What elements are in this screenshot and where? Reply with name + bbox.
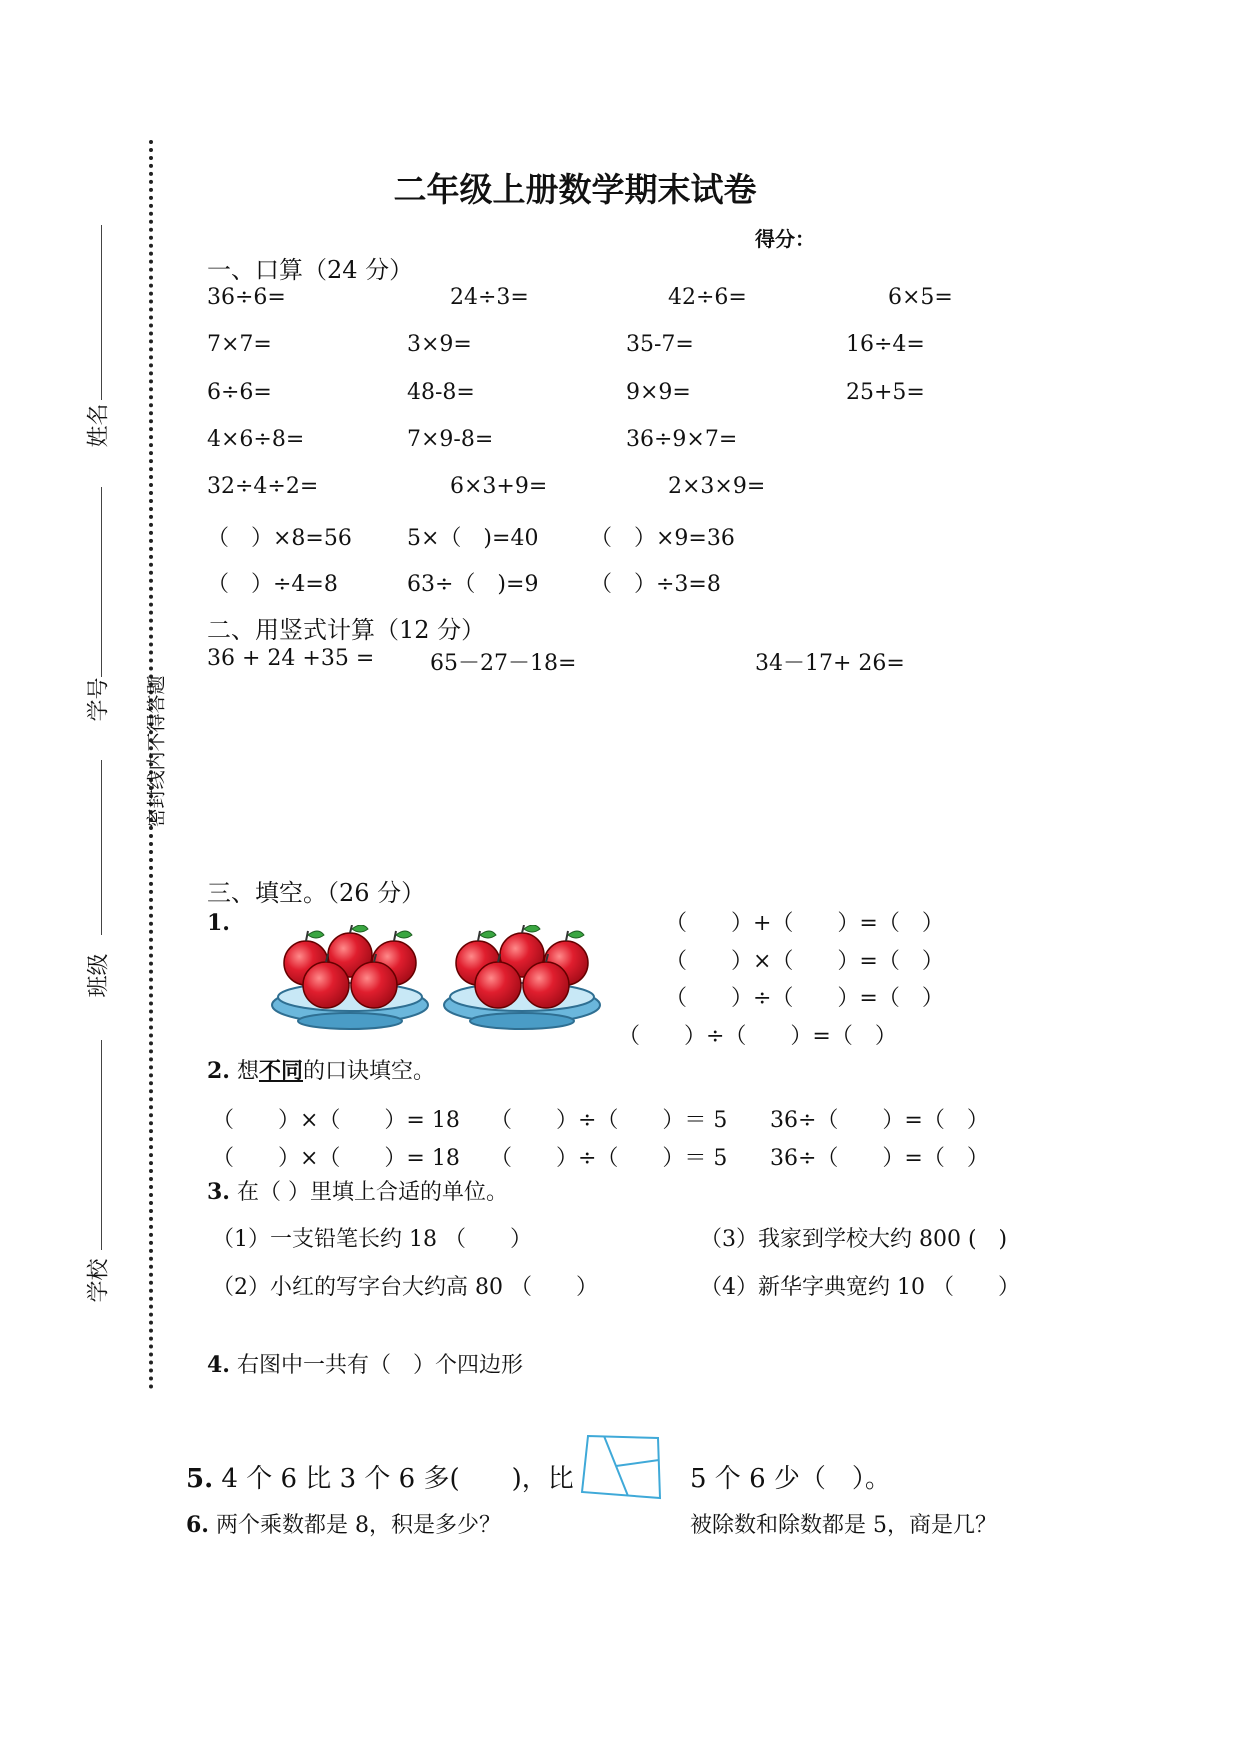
oral-item: 42÷6= bbox=[668, 285, 747, 310]
vertical-calc-item: 34－17+ 26= bbox=[755, 651, 905, 676]
section-3-heading: 三、填空。（26 分） bbox=[207, 879, 426, 907]
divider-line-2 bbox=[616, 1460, 659, 1466]
oral-item: 7×9-8= bbox=[407, 427, 494, 452]
vertical-calc-item: 65－27－18= bbox=[430, 651, 577, 676]
question-5-text-right: 5 个 6 少（ ）。 bbox=[690, 1464, 891, 1494]
division-blank: （ ）÷（ ）＝ 5 bbox=[490, 1108, 728, 1133]
unit-item-3: （3）我家到学校大约 800 ( ) bbox=[700, 1227, 1008, 1252]
vertical-calc-item: 36 + 24 +35 = bbox=[207, 646, 375, 671]
oral-item: 35-7= bbox=[626, 332, 694, 357]
division-36-blank: 36÷（ ）=（ ） bbox=[770, 1146, 989, 1171]
unit-item-4: （4）新华字典宽约 10 （ ） bbox=[700, 1275, 1020, 1300]
class-field-line bbox=[101, 760, 102, 935]
oral-item: 3×9= bbox=[407, 332, 472, 357]
question-1-number: 1. bbox=[207, 910, 230, 936]
oral-item: 25+5= bbox=[846, 380, 925, 405]
student-id-field-label: 学号 bbox=[86, 677, 112, 722]
oral-item: 5×（ )=40 bbox=[407, 526, 539, 551]
name-field-line bbox=[101, 225, 102, 400]
seal-line-notice: 密封线内不得答题 bbox=[145, 675, 168, 828]
unit-item-2: （2）小红的写字台大约高 80 （ ） bbox=[212, 1275, 598, 1300]
oral-item: 9×9= bbox=[626, 380, 691, 405]
question-2-number: 2. bbox=[207, 1058, 230, 1084]
oral-item: （ ）×8=56 bbox=[207, 526, 352, 551]
oral-item: （ ）×9=36 bbox=[590, 526, 735, 551]
multiplication-blank: （ ）×（ ）= 18 bbox=[212, 1146, 460, 1171]
division-36-blank: 36÷（ ）=（ ） bbox=[770, 1108, 989, 1133]
question-5-left bbox=[186, 1458, 574, 1495]
plate-left bbox=[272, 983, 428, 1029]
class-field-label: 班级 bbox=[86, 953, 112, 998]
multiplication-blank: （ ）×（ ）= 18 bbox=[212, 1108, 460, 1133]
oral-item: 2×3×9= bbox=[668, 474, 766, 499]
question-6-text-left: 两个乘数都是 8，积是多少？ bbox=[215, 1513, 501, 1538]
question-4 bbox=[207, 1348, 523, 1379]
oral-item: 6÷6= bbox=[207, 380, 272, 405]
school-field-label: 学校 bbox=[86, 1258, 112, 1303]
question-3-text: 在（ ）里填上合适的单位。 bbox=[236, 1180, 508, 1205]
plate-right bbox=[444, 983, 600, 1029]
division-blank: （ ）÷（ ）＝ 5 bbox=[490, 1146, 728, 1171]
question-4-number: 4. bbox=[207, 1352, 230, 1378]
school-field-line bbox=[101, 1040, 102, 1250]
question-5-text-left: 4 个 6 比 3 个 6 多( )，比 bbox=[221, 1464, 574, 1494]
apple-equation-multiply: （ ）×（ ）=（ ） bbox=[665, 949, 944, 974]
student-id-field-line bbox=[101, 487, 102, 677]
oral-item: 6×3+9= bbox=[450, 474, 548, 499]
question-3-number: 3. bbox=[207, 1179, 230, 1205]
apple-equation-divide: （ ）÷（ ）=（ ） bbox=[665, 986, 944, 1011]
unit-item-1: （1）一支铅笔长约 18 （ ） bbox=[212, 1227, 532, 1252]
question-5-number: 5. bbox=[186, 1464, 214, 1494]
question-2-emphasis: 不同 bbox=[258, 1058, 303, 1084]
oral-item: 7×7= bbox=[207, 332, 272, 357]
question-2-text-post: 的口诀填空。 bbox=[303, 1059, 436, 1084]
outer-quadrilateral bbox=[582, 1436, 660, 1498]
question-4-text: 右图中一共有（ ）个四边形 bbox=[236, 1353, 523, 1378]
quadrilateral-figure bbox=[580, 1432, 666, 1502]
question-2 bbox=[207, 1054, 435, 1085]
oral-item: 32÷4÷2= bbox=[207, 474, 319, 499]
page-title: 二年级上册数学期末试卷 bbox=[393, 170, 757, 209]
apple-equation-divide-2: （ ）÷（ ）=（ ） bbox=[618, 1024, 897, 1049]
section-1-heading: 一、口算（24 分） bbox=[207, 256, 414, 284]
oral-item: 4×6÷8= bbox=[207, 427, 305, 452]
oral-item: 63÷（ )=9 bbox=[407, 572, 539, 597]
question-6-left bbox=[186, 1508, 501, 1539]
oral-item: 48-8= bbox=[407, 380, 475, 405]
question-3 bbox=[207, 1175, 508, 1206]
oral-item: 6×5= bbox=[888, 285, 953, 310]
oral-item: 16÷4= bbox=[846, 332, 925, 357]
oral-item: 36÷9×7= bbox=[626, 427, 738, 452]
oral-item: （ ）÷4=8 bbox=[207, 572, 338, 597]
question-6-text-right: 被除数和除数都是 5，商是几？ bbox=[690, 1513, 997, 1538]
oral-item: 36÷6= bbox=[207, 285, 286, 310]
apple-equation-add: （ ）+（ ）=（ ） bbox=[665, 911, 944, 936]
score-label: 得分： bbox=[755, 227, 815, 251]
oral-item: （ ）÷3=8 bbox=[590, 572, 721, 597]
name-field-label: 姓名 bbox=[86, 403, 112, 448]
question-6-number: 6. bbox=[186, 1512, 209, 1538]
apple-plates-illustration bbox=[268, 925, 608, 1045]
oral-item: 24÷3= bbox=[450, 285, 529, 310]
section-2-heading: 二、用竖式计算（12 分） bbox=[207, 616, 486, 644]
question-2-text-pre: 想 bbox=[236, 1059, 259, 1084]
